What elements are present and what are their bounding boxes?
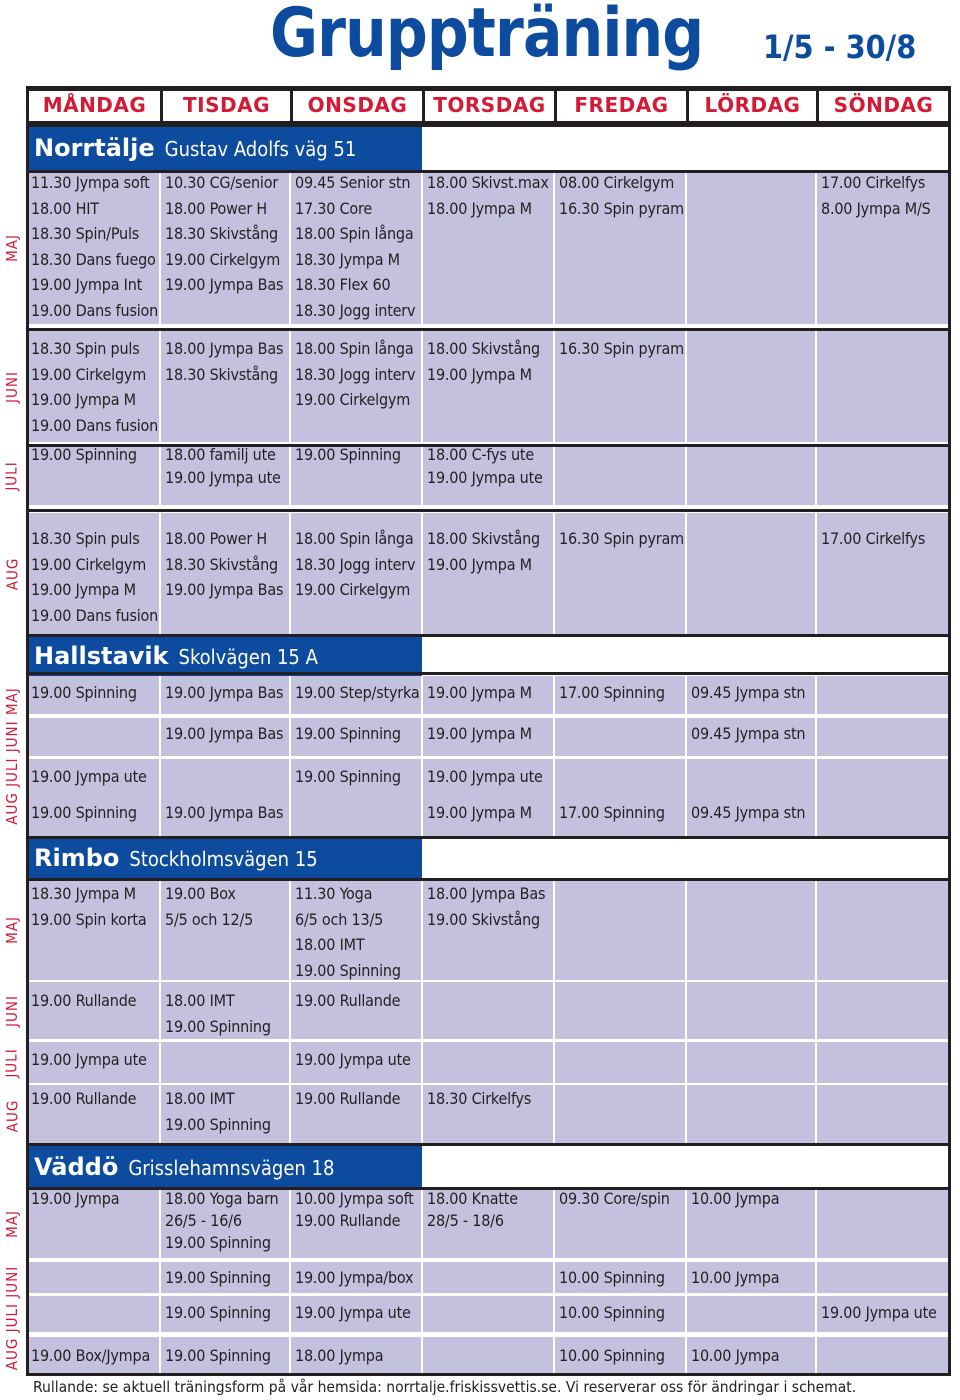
rimbo-aug-col-2: [295, 1086, 400, 1112]
norrtalje-maj-col-3: [427, 170, 549, 221]
class-entry: 16.30 Spin pyram: [559, 198, 684, 218]
class-entry: 17.30 Core: [295, 198, 373, 218]
month-label-text: JUNI: [3, 994, 21, 1027]
vaddo-juni-col-4: [559, 1265, 665, 1291]
location-name: Väddö: [34, 1153, 119, 1181]
norrtalje-juli-col-3: [427, 443, 543, 489]
vaddo-maj-col-3: [427, 1188, 518, 1232]
month-label: [0, 676, 27, 836]
location-name: Rimbo: [34, 844, 120, 872]
class-entry: 18.00 familj ute: [165, 445, 276, 464]
class-entry: 19.00 Box/Jympa: [31, 1346, 151, 1365]
class-entry: 18.30 Skivstång: [165, 364, 278, 384]
class-entry: 19.00 Cirkelgym: [31, 554, 147, 574]
class-entry: 19.00 Spinning: [165, 1016, 271, 1036]
rimbo-juni-col-1: [165, 988, 271, 1039]
hallstavik-aug-col-5: [691, 800, 805, 826]
class-entry: 19.00 Rullande: [31, 991, 137, 1010]
vaddo-juni-col-1: [165, 1265, 271, 1291]
rimbo-juli-col-0: [31, 1047, 147, 1073]
class-entry: 17.00 Spinning: [559, 683, 665, 702]
rimbo-maj-col-2: [295, 881, 401, 983]
norrtalje-aug-col-4: [559, 526, 684, 552]
hallstavik-juli-col-3: [427, 764, 543, 790]
class-entry: 19.00 Jympa M: [427, 724, 532, 743]
month-label: [0, 1190, 27, 1258]
vaddo-aug-col-0: [31, 1343, 150, 1369]
month-label-text: AUG JULI JUNI MAJ: [3, 687, 21, 825]
class-entry: 19.00 Spinning: [165, 1114, 271, 1134]
class-entry: 19.00 Jympa Bas: [165, 275, 284, 294]
class-entry: 18.00 IMT: [165, 991, 235, 1010]
class-entry: 18.00 C-fys ute: [427, 445, 535, 464]
vaddo-maj-col-2: [295, 1188, 414, 1232]
day-name-2: ONSDAG: [307, 93, 408, 117]
class-entry: 10.00 Spinning: [559, 1268, 665, 1287]
day-name-4: FREDAG: [574, 93, 669, 117]
class-entry: 19.00 Jympa ute: [295, 1050, 411, 1069]
class-entry: 19.00 Jympa ute: [31, 767, 147, 786]
class-entry: 19.00 Spinning: [165, 1346, 271, 1365]
rimbo-juni-col-0: [31, 988, 136, 1014]
class-entry: 18.00 Jympa Bas: [427, 884, 546, 903]
class-entry: 09.30 Core/spin: [559, 1189, 670, 1208]
class-entry: 19.00 Spinning: [165, 1233, 271, 1252]
class-entry: 11.30 Jympa soft: [31, 173, 150, 192]
class-entry: 8.00 Jympa M/S: [821, 198, 931, 218]
rimbo-maj-col-3: [427, 881, 545, 932]
month-label-text: AUG JULI JUNI: [3, 1265, 22, 1370]
day-name-0: MÅNDAG: [42, 93, 147, 117]
hallstavik-aug-col-4: [559, 800, 665, 826]
class-entry: 18.30 Skivstång: [165, 224, 278, 243]
class-entry: 18.00 Power H: [165, 529, 268, 548]
class-entry: 18.00 Skivstång: [427, 339, 540, 358]
month-label-text: AUG: [3, 557, 22, 590]
norrtalje-maj-col-2: [295, 170, 415, 323]
class-entry: 18.00 Knatte: [427, 1189, 518, 1208]
hallstavik-aug-col-1: [165, 800, 283, 826]
class-entry: 16.30 Spin pyram: [559, 339, 684, 358]
norrtalje-juli-col-2: [295, 443, 401, 466]
class-entry: 09.45 Jympa stn: [691, 803, 806, 822]
norrtalje-aug-col-0: [31, 526, 158, 628]
class-entry: 18.30 Flex 60: [295, 275, 391, 294]
class-entry: 19.00 Spinning: [31, 683, 137, 702]
rimbo-maj-col-0: [31, 881, 147, 932]
month-label: [0, 446, 27, 505]
page-title: Gruppträning: [270, 0, 704, 73]
vaddo-juli-col-1: [165, 1300, 271, 1326]
class-entry: 19.00 Spinning: [31, 445, 137, 464]
class-entry: 18.00 Jympa Bas: [165, 339, 284, 358]
hallstavik-maj-col-4: [559, 680, 665, 706]
class-entry: 19.00 Jympa M: [427, 803, 532, 822]
location-address: Stockholmsvägen 15: [129, 847, 318, 871]
class-entry: 18.00 HIT: [31, 198, 99, 218]
norrtalje-maj-col-6: [821, 170, 931, 221]
month-label: [0, 513, 27, 634]
class-entry: 18.00 IMT: [165, 1089, 235, 1108]
hallstavik-maj-col-1: [165, 680, 283, 706]
vaddo-aug-col-1: [165, 1343, 271, 1369]
class-entry: 18.30 Skivstång: [165, 554, 278, 574]
norrtalje-juni-col-3: [427, 336, 540, 387]
hallstavik-maj-col-2: [295, 680, 419, 706]
norrtalje-juni-col-2: [295, 336, 415, 413]
footer-note: Rullande: se aktuell träningsform på vår hemsida: norrtalje.friskissvettis.se. Vi reserverar oss för ändringar i schemat.: [33, 1378, 857, 1396]
location-name: Norrtälje: [34, 134, 155, 162]
day-name-5: LÖRDAG: [704, 93, 801, 117]
vaddo-maj-col-1: [165, 1188, 279, 1254]
month-label: [0, 1042, 27, 1083]
hallstavik-aug-col-0: [31, 800, 137, 826]
vaddo-aug-col-5: [691, 1343, 779, 1369]
hallstavik-juni-col-2: [295, 721, 401, 747]
class-entry: 19.00 Spinning: [165, 1268, 271, 1287]
class-entry: 19.00 Dans fusion: [31, 300, 159, 320]
class-entry: 17.00 Cirkelfys: [821, 173, 926, 192]
vaddo-juli-col-4: [559, 1300, 665, 1326]
class-entry: 19.00 Spinning: [165, 1303, 271, 1322]
hallstavik-maj-col-5: [691, 680, 805, 706]
class-entry: 19.00 Rullande: [295, 1211, 401, 1230]
class-entry: 18.30 Dans fuego: [31, 249, 156, 269]
class-entry: 19.00 Spinning: [295, 960, 401, 980]
class-entry: 19.00 Spinning: [295, 724, 401, 743]
class-entry: 19.00 Cirkelgym: [165, 249, 281, 269]
class-entry: 19.00 Jympa Int: [31, 275, 143, 294]
hallstavik-juni-col-1: [165, 721, 283, 747]
class-entry: 26/5 - 16/6: [165, 1211, 242, 1230]
rimbo-juni-col-2: [295, 988, 400, 1014]
norrtalje-maj-col-0: [31, 170, 158, 323]
vaddo-aug-col-2: [295, 1343, 383, 1369]
date-range: 1/5 - 30/8: [763, 28, 917, 66]
class-entry: 09.45 Jympa stn: [691, 724, 806, 743]
norrtalje-maj-col-1: [165, 170, 283, 298]
norrtalje-aug-col-2: [295, 526, 415, 603]
class-entry: 10.00 Spinning: [559, 1303, 665, 1322]
class-entry: 18.00 Jympa M: [427, 198, 532, 218]
class-entry: 18.30 Spin puls: [31, 529, 140, 548]
hallstavik-juni-col-5: [691, 721, 805, 747]
class-entry: 19.00 Jympa Bas: [165, 580, 284, 599]
class-entry: 19.00 Spinning: [295, 767, 401, 786]
class-entry: 11.30 Yoga: [295, 884, 373, 903]
class-entry: 10.00 Jympa: [691, 1268, 780, 1287]
class-entry: 19.00 Spinning: [295, 445, 401, 464]
norrtalje-juni-col-0: [31, 336, 158, 438]
class-entry: 17.00 Cirkelfys: [821, 529, 926, 548]
class-entry: 19.00 Jympa Bas: [165, 683, 284, 702]
class-entry: 18.00 Jympa: [295, 1346, 384, 1365]
class-entry: 19.00 Cirkelgym: [31, 364, 147, 384]
class-entry: 19.00 Jympa M: [427, 554, 532, 574]
class-entry: 19.00 Jympa Bas: [165, 803, 284, 822]
vaddo-maj-col-0: [31, 1188, 119, 1210]
month-label: [0, 880, 27, 980]
class-entry: 28/5 - 18/6: [427, 1211, 504, 1230]
vaddo-juli-col-6: [821, 1300, 937, 1326]
class-entry: 5/5 och 12/5: [165, 909, 254, 929]
month-label-text: JULI: [2, 460, 21, 491]
class-entry: 18.30 Jogg interv: [295, 300, 416, 320]
month-label-text: MAJ: [2, 234, 21, 262]
class-entry: 19.00 Jympa M: [427, 683, 532, 702]
vaddo-juli-col-2: [295, 1300, 411, 1326]
class-entry: 19.00 Box: [165, 884, 236, 903]
norrtalje-aug-col-3: [427, 526, 540, 577]
class-entry: 6/5 och 13/5: [295, 909, 384, 929]
month-label: [0, 331, 27, 442]
class-entry: 18.30 Jympa M: [295, 249, 400, 269]
rimbo-aug-col-3: [427, 1086, 531, 1112]
hallstavik-maj-col-3: [427, 680, 532, 706]
class-entry: 09.45 Senior stn: [295, 173, 411, 192]
class-entry: 19.00 Jympa M: [31, 580, 136, 599]
class-entry: 18.00 IMT: [295, 935, 365, 954]
class-entry: 19.00 Rullande: [31, 1089, 137, 1108]
class-entry: 19.00 Jympa ute: [427, 468, 543, 487]
norrtalje-aug-col-1: [165, 526, 283, 603]
class-entry: 16.30 Spin pyram: [559, 529, 684, 548]
vaddo-aug-col-4: [559, 1343, 665, 1369]
class-entry: 10.30 CG/senior: [165, 173, 279, 192]
location-address: Gustav Adolfs väg 51: [164, 137, 357, 161]
class-entry: 19.00 Rullande: [295, 991, 401, 1010]
class-entry: 19.00 Dans fusion: [31, 415, 159, 435]
class-entry: 19.00 Jympa Bas: [165, 724, 284, 743]
class-entry: 19.00 Jympa/box: [295, 1268, 414, 1287]
day-name-6: SÖNDAG: [833, 93, 934, 117]
class-entry: 19.00 Skivstång: [427, 909, 540, 929]
class-entry: 19.00 Jympa: [31, 1189, 120, 1208]
norrtalje-juni-col-4: [559, 336, 684, 362]
day-name-1: TISDAG: [183, 93, 270, 117]
class-entry: 08.00 Cirkelgym: [559, 173, 675, 192]
class-entry: 18.00 Skivstång: [427, 529, 540, 548]
class-entry: 19.00 Jympa ute: [165, 468, 281, 487]
class-entry: 19.00 Spinning: [31, 803, 137, 822]
vaddo-juni-col-5: [691, 1265, 779, 1291]
class-entry: 19.00 Cirkelgym: [295, 390, 411, 409]
class-entry: 18.30 Jympa M: [31, 884, 136, 903]
rimbo-juli-col-2: [295, 1047, 411, 1073]
month-label: [0, 1262, 27, 1373]
class-entry: 19.00 Jympa ute: [427, 767, 543, 786]
class-entry: 19.00 Rullande: [295, 1089, 401, 1108]
norrtalje-juli-col-1: [165, 443, 281, 489]
class-entry: 18.00 Power H: [165, 198, 268, 218]
rimbo-aug-col-0: [31, 1086, 136, 1112]
class-entry: 18.30 Spin/Puls: [31, 224, 140, 243]
class-entry: 18.00 Skivst.max: [427, 173, 549, 192]
month-label: [0, 172, 27, 324]
norrtalje-juli-col-0: [31, 443, 137, 466]
hallstavik-juli-col-2: [295, 764, 401, 790]
norrtalje-aug-col-6: [821, 526, 925, 552]
month-label: [0, 1085, 27, 1146]
class-entry: 10.00 Spinning: [559, 1346, 665, 1365]
class-entry: 18.00 Spin långa: [295, 529, 414, 548]
rimbo-aug-col-1: [165, 1086, 271, 1137]
class-entry: 19.00 Cirkelgym: [295, 580, 411, 599]
class-entry: 17.00 Spinning: [559, 803, 665, 822]
norrtalje-maj-col-4: [559, 170, 684, 221]
rimbo-maj-col-1: [165, 881, 253, 932]
month-label: [0, 982, 27, 1039]
vaddo-maj-col-5: [691, 1188, 779, 1210]
hallstavik-aug-col-3: [427, 800, 532, 826]
class-entry: 19.00 Jympa ute: [821, 1303, 937, 1322]
class-entry: 09.45 Jympa stn: [691, 683, 806, 702]
class-entry: 18.00 Yoga barn: [165, 1189, 279, 1208]
location-address: Grisslehamnsvägen 18: [128, 1156, 335, 1180]
class-entry: 19.00 Jympa M: [427, 364, 532, 384]
class-entry: 10.00 Jympa: [691, 1346, 780, 1365]
day-name-3: TORSDAG: [433, 93, 546, 117]
location-address: Skolvägen 15 A: [178, 645, 318, 669]
class-entry: 18.00 Spin långa: [295, 339, 414, 358]
class-entry: 19.00 Step/styrka: [295, 683, 420, 702]
hallstavik-juli-col-0: [31, 764, 147, 790]
class-entry: 10.00 Jympa: [691, 1189, 780, 1208]
vaddo-maj-col-4: [559, 1188, 670, 1210]
class-entry: 18.30 Spin puls: [31, 339, 140, 358]
month-label-text: AUG: [3, 1099, 22, 1132]
class-entry: 18.30 Cirkelfys: [427, 1089, 532, 1108]
month-label-text: JULI: [2, 1047, 21, 1078]
class-entry: 19.00 Spin korta: [31, 909, 147, 929]
hallstavik-maj-col-0: [31, 680, 137, 706]
vaddo-juni-col-2: [295, 1265, 413, 1291]
class-entry: 19.00 Jympa ute: [295, 1303, 411, 1322]
class-entry: 10.00 Jympa soft: [295, 1189, 414, 1208]
month-label-text: MAJ: [2, 1210, 21, 1238]
class-entry: 19.00 Dans fusion: [31, 605, 159, 625]
class-entry: 19.00 Jympa ute: [31, 1050, 147, 1069]
hallstavik-juni-col-3: [427, 721, 532, 747]
location-name: Hallstavik: [34, 642, 169, 670]
class-entry: 18.00 Spin långa: [295, 224, 414, 243]
class-entry: 19.00 Jympa M: [31, 390, 136, 409]
norrtalje-juni-col-1: [165, 336, 283, 387]
class-entry: 18.30 Jogg interv: [295, 554, 416, 574]
class-entry: 18.30 Jogg interv: [295, 364, 416, 384]
month-label-text: MAJ: [2, 916, 21, 944]
month-label-text: JUNI: [3, 370, 21, 403]
